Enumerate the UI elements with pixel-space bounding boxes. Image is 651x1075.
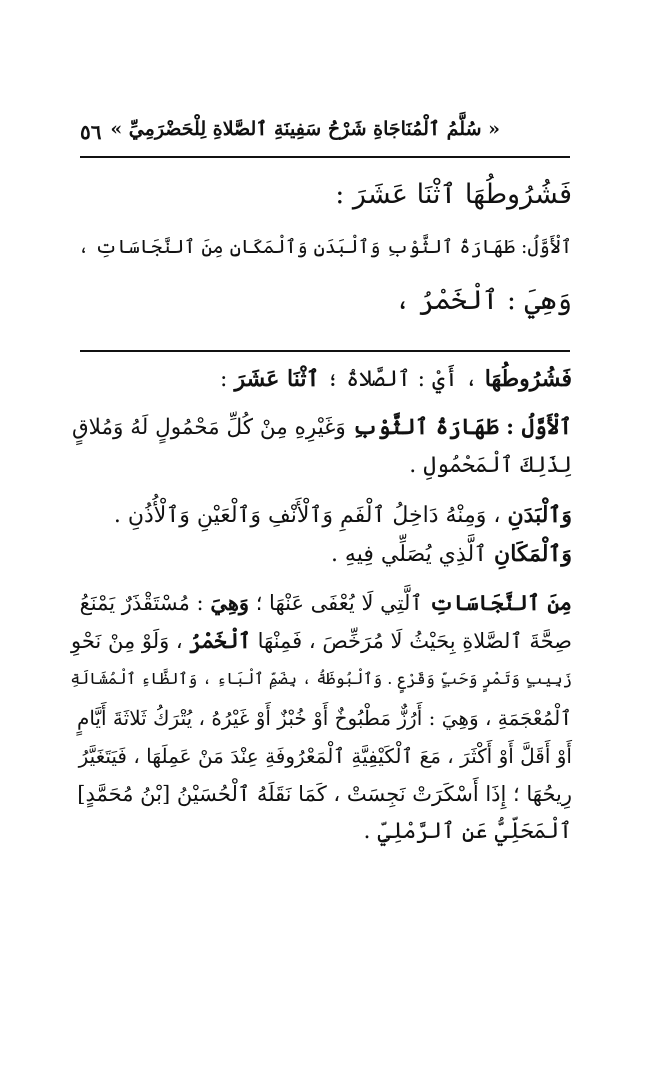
text-run: ، أَيْ : ٱلصَّلاةُ ؛ xyxy=(319,367,485,392)
page-number: ٥٦ xyxy=(80,120,102,144)
bold-term: ٱلْأَوَّلُ : طَهَارَةُ ٱلثَّوْبِ xyxy=(352,415,572,441)
text-run: ، وَلَوْ مِنْ نَحْوِ xyxy=(71,629,190,654)
text-run: ٱلَّتِي لَا يُعْفَى عَنْهَا ؛ xyxy=(249,591,430,616)
commentary-line: أَوْ أَقَلَّ أَوْ أَكْثَرَ ، مَعَ ٱلْكَيْفِيَّةِ ٱلْمَعْرُوفَةِ عِنْدَ مَنْ عَمِلَهَا ، فَيَتَغَيَّرُ xyxy=(78,743,572,768)
text-run: : مُسْتَقْذَرٌ يَمْنَعُ xyxy=(79,591,211,616)
commentary-line: ٱلْمُعْجَمَةِ ، وَهِيَ : أَرُزٌّ مَطْبُوخٌ أَوْ خُبْزٌ أَوْ غَيْرُهُ ، يُتْرَكُ ثَلاثَةَ أَيَّامٍ xyxy=(76,705,572,730)
commentary-text xyxy=(70,360,572,851)
commentary-line xyxy=(70,409,572,447)
bold-term: مِنَ ٱلنَّجَاسَاتِ xyxy=(429,590,572,616)
header-rule xyxy=(80,156,570,158)
commentary-line: لِذَلِكَ ٱلْمَحْمُولِ . xyxy=(409,453,572,479)
text-run: : xyxy=(220,367,235,392)
text-run: صِحَّةَ ٱلصَّلاةِ بِحَيْثُ لَا مُرَخِّصَ ، فَمِنْهَا xyxy=(250,629,572,654)
bold-term: ٱثْنَا عَشَرَ xyxy=(234,366,320,392)
text-run: ٱلَّذِي يُصَلِّي فِيهِ . xyxy=(330,541,495,567)
running-header xyxy=(80,118,570,154)
matn-line: ٱلْأَوَّلُ: طَهَارَةُ ٱلثَّوْبِ وَٱلْبَدَنِ وَٱلْمَكَانِ مِنَ ٱلنَّجَاسَاتِ ، xyxy=(78,236,572,258)
commentary-line xyxy=(70,622,572,660)
header-title: « سُلَّمُ ٱلْمُنَاجَاةِ شَرْحُ سَفِينَةِ ٱلصَّلاةِ لِلْحَضْرَمِيِّ » xyxy=(110,118,500,140)
commentary-line: رِيحُهَا ؛ إِذَا أَسْكَرَتْ نَجِسَتْ ، كَمَا نَقَلَهُ ٱلْحُسَيْنُ [بْنُ مُحَمَّدٍ] xyxy=(77,782,572,807)
bold-term: وَٱلْبَدَنِ xyxy=(507,501,572,528)
commentary-line xyxy=(70,496,572,535)
matn-text xyxy=(72,168,572,327)
matn-line: فَشُرُوطُهَا ٱثْنَا عَشَرَ : xyxy=(335,179,572,210)
commentary-line: زَبِيبٍ وَتَمْرٍ وَحَبٍّ وَقَرْعٍ . وَٱلْبُوظَةُ ، بِضَمِّ ٱلْبَاءِ ، وَٱلظَّاءِ ٱلْمُشَالَةِ xyxy=(70,669,572,689)
bold-term: وَهِيَ xyxy=(210,590,250,616)
bold-term: وَٱلْمَكَانِ xyxy=(494,540,572,567)
commentary-line xyxy=(70,360,572,399)
bold-term: فَشُرُوطُهَا xyxy=(484,366,572,392)
matn-line: وَهِيَ : ٱلْخَمْرُ ، xyxy=(394,285,572,316)
commentary-line xyxy=(70,584,572,622)
commentary-line xyxy=(70,535,572,574)
bold-term: ٱلْخَمْرُ xyxy=(189,628,251,654)
separator-rule xyxy=(80,350,570,352)
commentary-line: ٱلْمَحَلِّيُّ عَنِ ٱلرَّمْلِيِّ . xyxy=(363,819,572,845)
text-run: وَغَيْرِهِ مِنْ كُلِّ مَحْمُولٍ لَهُ وَمُلاقٍ xyxy=(71,415,353,441)
text-run: ، وَمِنْهُ دَاخِلُ ٱلْفَمِ وَٱلْأَنْفِ وَٱلْعَيْنِ وَٱلْأُذُنِ . xyxy=(113,502,508,528)
